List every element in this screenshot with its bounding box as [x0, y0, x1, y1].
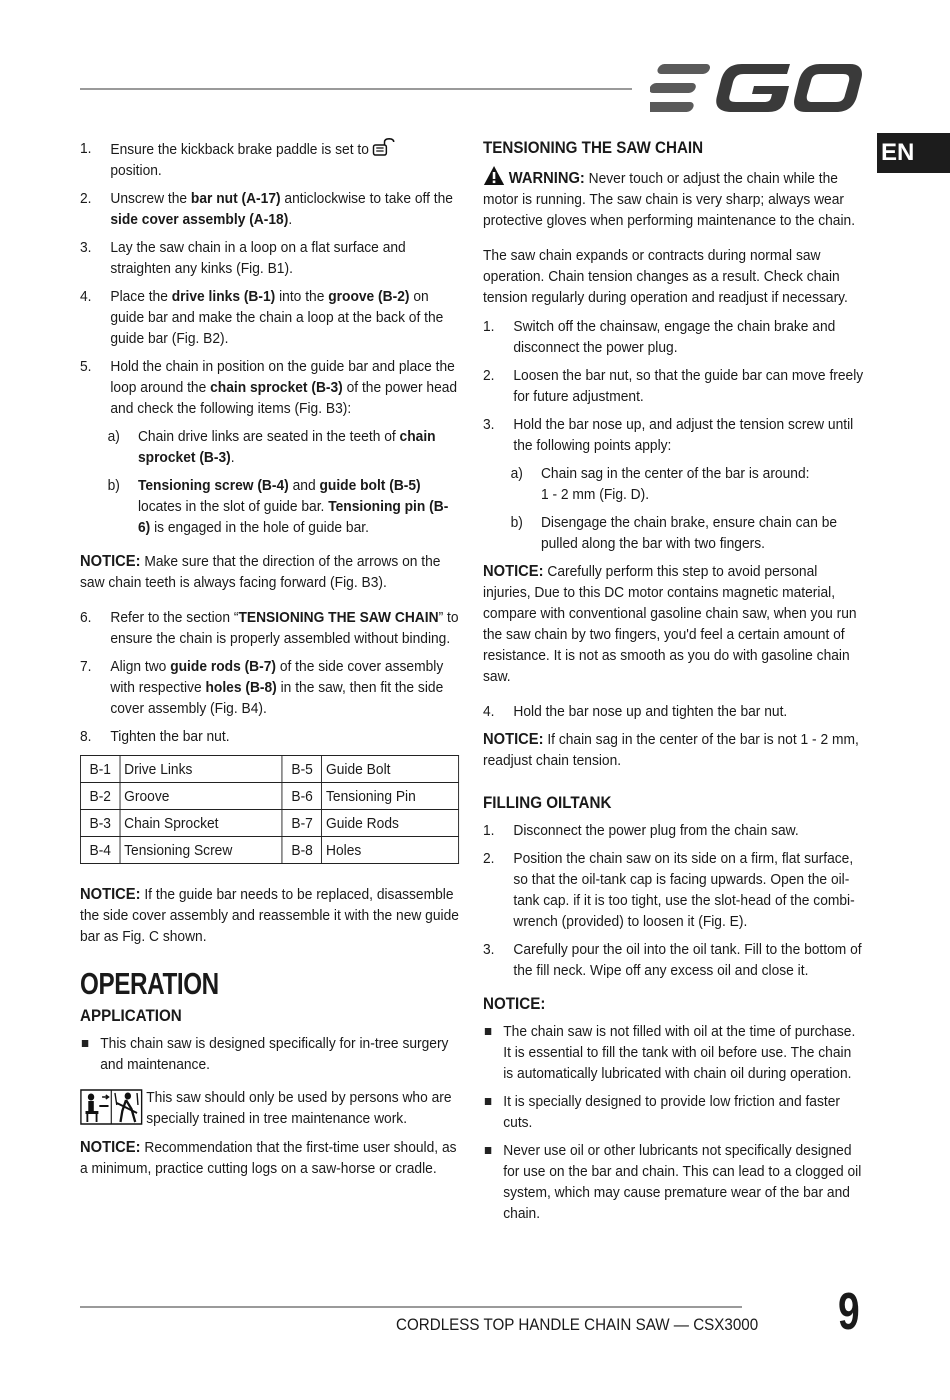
item-number: a) — [107, 428, 120, 445]
tension-intro: The saw chain expands or contracts during normal saw operation. Chain tension changes as a result. Check chain tension regularly during operation and readjust if necessary. — [483, 247, 848, 306]
unlock-icon — [373, 138, 399, 156]
item-text: Hold the bar nose up, and adjust the tension screw until the following points apply: — [513, 416, 854, 454]
table-row — [80, 837, 458, 864]
list-item — [80, 237, 459, 279]
item-number: 2. — [483, 850, 495, 867]
item-number: 3. — [483, 941, 495, 958]
list-item — [483, 1091, 864, 1133]
item-number: 2. — [483, 367, 495, 384]
part-name-cell: Tensioning Pin — [322, 783, 459, 810]
item-number: 7. — [80, 658, 92, 675]
item-text: Place the drive links (B-1) into the groove (B-2) on guide bar and make the chain a loop at the back of the guide bar (Fig. B2). — [110, 288, 444, 347]
operation-title: OPERATION — [80, 966, 219, 1001]
list-item — [483, 365, 864, 407]
list-item — [80, 188, 459, 230]
part-code-cell: B-1 — [80, 756, 120, 783]
trained-operator-pictogram-icon — [80, 1089, 143, 1125]
footer-rule — [80, 1306, 742, 1308]
item-text: Align two guide rods (B-7) of the side cover assembly with respective holes (B-8) in the saw, then fit the side cover assembly (Fig. B4). — [110, 658, 444, 717]
tension-step-4: 4. Hold the bar nose up and tighten the bar nut. — [483, 703, 788, 720]
item-number: b) — [510, 514, 523, 531]
part-code-cell: B-8 — [282, 837, 322, 864]
application-title: APPLICATION — [80, 1007, 182, 1025]
table-row — [80, 756, 458, 783]
filling-oiltank-title: FILLING OILTANK — [483, 794, 612, 812]
list-item — [483, 820, 864, 841]
table-row — [80, 810, 458, 837]
list-item — [483, 414, 864, 456]
tension-steps — [483, 316, 864, 456]
sub-list-item — [511, 463, 864, 505]
language-tab: EN — [877, 133, 950, 173]
notice-guide-bar: NOTICE: If the guide bar needs to be replaced, disassemble the side cover assembly and reassemble it with the new guide bar as Fig. C shown. — [80, 886, 459, 945]
list-item — [80, 607, 459, 649]
sub-list-item — [511, 512, 864, 554]
item-number: a) — [510, 465, 523, 482]
part-code-cell: B-6 — [282, 783, 322, 810]
item-text: Ensure the kickback brake paddle is set to position. — [110, 141, 400, 179]
tensioning-title: TENSIONING THE SAW CHAIN — [483, 139, 704, 157]
part-name-cell: Guide Bolt — [322, 756, 459, 783]
oil-notice-bullets — [483, 1021, 864, 1224]
oil-steps — [483, 820, 864, 981]
sub-list-item — [108, 426, 459, 468]
list-item — [483, 1021, 864, 1084]
footer-title: CORDLESS TOP HANDLE CHAIN SAW — CSX3000 — [396, 1316, 759, 1334]
bullet-square-icon — [485, 1147, 491, 1154]
item-text: Switch off the chainsaw, engage the chain brake and disconnect the power plug. — [513, 318, 836, 356]
item-number: 5. — [80, 358, 92, 375]
item-text: Unscrew the bar nut (A-17) anticlockwise to take off the side cover assembly (A-18). — [110, 190, 453, 228]
item-number: 6. — [80, 609, 92, 626]
part-name-cell: Groove — [120, 783, 282, 810]
part-name-cell: Chain Sprocket — [120, 810, 282, 837]
part-name-cell: Holes — [322, 837, 459, 864]
item-text: Lay the saw chain in a loop on a flat surface and straighten any kinks (Fig. B1). — [110, 239, 406, 277]
bullet-square-icon — [485, 1098, 491, 1105]
list-item — [80, 726, 459, 747]
item-text: Carefully pour the oil into the oil tank. Fill to the bottom of the fill neck. Wipe off any excess oil and close it. — [513, 941, 862, 979]
assembly-steps-continued — [80, 607, 459, 747]
list-item — [483, 939, 864, 981]
item-text-continued: position. — [110, 162, 162, 179]
tension-subitems — [483, 463, 864, 554]
left-column — [80, 138, 459, 1187]
item-number: 1. — [80, 140, 92, 157]
part-code-cell: B-3 — [80, 810, 120, 837]
item-number: 3. — [80, 239, 92, 256]
header-rule — [80, 88, 632, 90]
trained-user-notice: This saw should only be used by persons who are specially trained in tree maintenance work. — [80, 1087, 459, 1129]
item-text: It is specially designed to provide low friction and faster cuts. — [503, 1093, 840, 1131]
notice-arrows: NOTICE: Make sure that the direction of the arrows on the saw chain teeth is always facing forward (Fig. B3). — [80, 553, 441, 591]
item-text: Tighten the bar nut. — [110, 728, 230, 745]
bullet-square-icon — [82, 1040, 88, 1047]
list-item — [483, 1140, 864, 1224]
list-item — [483, 316, 864, 358]
item-text: Loosen the bar nut, so that the guide bar can move freely for future adjustment. — [513, 367, 864, 405]
list-item — [80, 356, 459, 419]
item-number: 8. — [80, 728, 92, 745]
list-item — [80, 138, 459, 181]
list-item — [80, 286, 459, 349]
oil-notice-title: NOTICE: — [483, 995, 546, 1013]
item-number: b) — [107, 477, 120, 494]
notice-first-time-user: NOTICE: Recommendation that the first-time user should, as a minimum, practice cutting logs on a saw-horse or cradle. — [80, 1139, 457, 1177]
item-text: Disconnect the power plug from the chain saw. — [513, 822, 799, 839]
item-text: Disengage the chain brake, ensure chain can be pulled along the bar with two fingers. — [540, 514, 838, 552]
item-text: Refer to the section “TENSIONING THE SAW CHAIN” to ensure the chain is properly assembled without binding. — [110, 609, 459, 647]
part-name-cell: Drive Links — [120, 756, 282, 783]
bullet-square-icon — [485, 1028, 491, 1035]
ego-logo — [650, 62, 862, 114]
item-number: 1. — [483, 822, 495, 839]
part-code-cell: B-7 — [282, 810, 322, 837]
step5-subitems — [80, 426, 459, 538]
item-number: 4. — [80, 288, 92, 305]
notice-chain-sag: NOTICE: If chain sag in the center of the bar is not 1 - 2 mm, readjust chain tension. — [483, 731, 859, 769]
page-number: 9 — [838, 1283, 860, 1341]
item-number: 2. — [80, 190, 92, 207]
part-code-cell: B-4 — [80, 837, 120, 864]
list-item — [80, 656, 459, 719]
application-bullet: This chain saw is designed specifically for in-tree surgery and maintenance. — [80, 1033, 459, 1075]
item-text: The chain saw is not filled with oil at the time of purchase. It is essential to fill the tank with oil before use. The chain is automatically lubricated with chain oil during operation. — [503, 1023, 856, 1082]
list-item — [483, 848, 864, 932]
warning-paragraph: WARNING: Never touch or adjust the chain while the motor is running. The saw chain is very sharp; always wear protective gloves when performing maintenance to the chain. — [483, 165, 864, 231]
item-text: Chain drive links are seated in the teeth of chain sprocket (B-3). — [137, 428, 436, 466]
notice-dc-motor: NOTICE: Carefully perform this step to avoid personal injuries, Due to this DC motor contains magnetic material, compare with conventional gasoline chain saw, when you run the saw chain by two fingers, you'd feel a certain amount of resistance. It is not as smooth as you do with gasoline chain saw. — [483, 563, 857, 685]
sub-list-item — [108, 475, 459, 538]
part-code-cell: B-2 — [80, 783, 120, 810]
item-text: Tensioning screw (B-4) and guide bolt (B-5) locates in the slot of guide bar. Tensioning pin (B-6) is engaged in the hole of guide bar. — [137, 477, 449, 536]
item-text: Position the chain saw on its side on a firm, flat surface, so that the oil-tank cap is facing upwards. Open the oil-tank cap. if it is too tight, use the slot-head of the combi- wrench (provided) to loosen it (Fig. E). — [513, 850, 855, 930]
item-number: 1. — [483, 318, 495, 335]
item-number: 3. — [483, 416, 495, 433]
right-column — [483, 138, 864, 1231]
parts-table — [80, 755, 459, 864]
item-text: Never use oil or other lubricants not specifically designed for use on the bar and chain. This can lead to a clogged oil system, which may cause premature wear of the bar and chain. — [503, 1142, 862, 1222]
assembly-steps — [80, 138, 459, 419]
part-code-cell: B-5 — [282, 756, 322, 783]
part-name-cell: Tensioning Screw — [120, 837, 282, 864]
item-text: Chain sag in the center of the bar is around: 1 - 2 mm (Fig. D). — [540, 465, 810, 503]
table-row — [80, 783, 458, 810]
item-text: Hold the chain in position on the guide bar and place the loop around the chain sprocket (B-3) of the power head and check the following items (Fig. B3): — [110, 358, 458, 417]
warning-triangle-icon — [483, 165, 505, 186]
part-name-cell: Guide Rods — [322, 810, 459, 837]
